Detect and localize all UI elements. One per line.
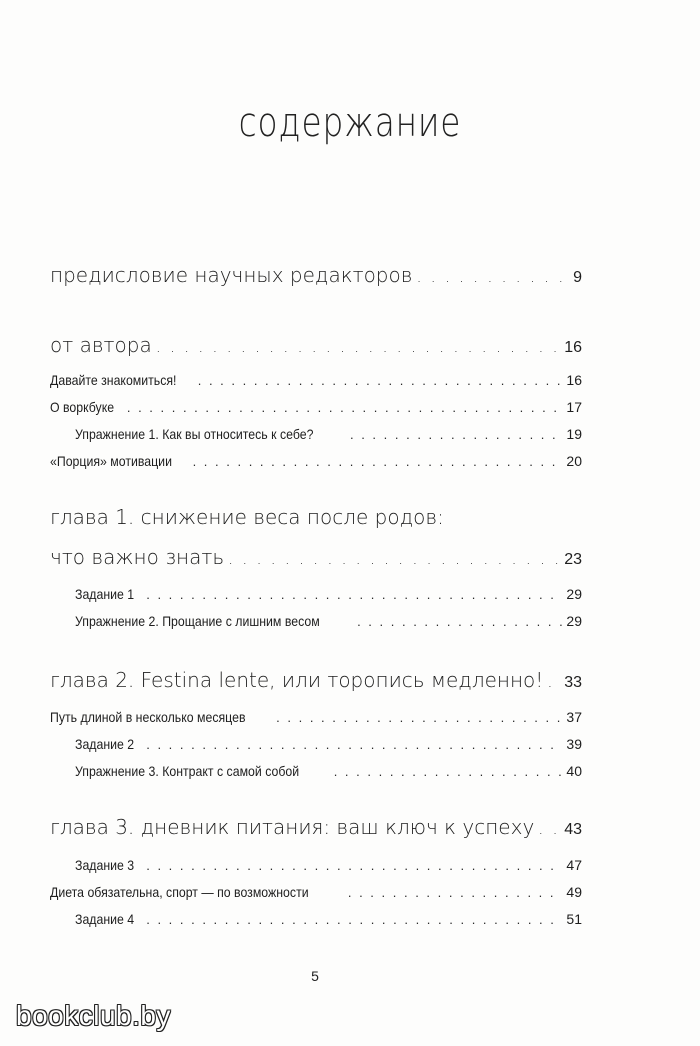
toc-label: Задание 1 (75, 586, 135, 602)
toc-page-number: 43 (564, 821, 582, 838)
dot-leader (156, 337, 560, 356)
toc-label: от автора (50, 333, 152, 357)
toc-page-number: 29 (566, 586, 582, 602)
dot-leader (416, 267, 569, 286)
toc-chapter-1[interactable] (50, 545, 582, 569)
site-watermark: bookclub.by (16, 1000, 171, 1031)
toc-label: предисловие научных редакторов (50, 263, 413, 287)
toc-label: О воркбуке (50, 399, 115, 415)
toc-entry[interactable] (75, 857, 582, 873)
toc-entry[interactable] (50, 399, 582, 415)
toc-page-number: 39 (566, 736, 582, 752)
toc-entry[interactable] (75, 426, 582, 442)
toc-page-number: 40 (566, 763, 582, 779)
dot-leader (538, 819, 560, 838)
dot-leader (127, 400, 563, 415)
toc-label: глава 3. дневник питания: ваш ключ к успеху (50, 815, 535, 839)
toc-chapter-author[interactable] (50, 333, 582, 357)
toc-page-number: 19 (566, 426, 582, 442)
dot-leader (146, 858, 562, 873)
dot-leader (547, 672, 560, 691)
toc-page-number: 51 (566, 911, 582, 927)
toc-label: Задание 4 (75, 911, 135, 927)
toc-label: Упражнение 1. Как вы относитесь к себе? (75, 426, 314, 442)
toc-entry[interactable] (75, 736, 582, 752)
toc-label: Задание 3 (75, 857, 135, 873)
toc-label: Упражнение 2. Прощание с лишним весом (75, 613, 320, 629)
dot-leader (146, 737, 562, 752)
toc-entry[interactable] (50, 453, 582, 469)
page-number: 5 (311, 968, 319, 984)
toc-label: Давайте знакомиться! (50, 372, 177, 388)
toc-label: Задание 2 (75, 736, 135, 752)
toc-page-number: 16 (564, 339, 582, 356)
toc-page-number: 23 (564, 551, 582, 568)
dot-leader (193, 454, 563, 469)
toc-entry[interactable] (75, 911, 582, 927)
dot-leader (146, 587, 562, 602)
toc-entry[interactable] (50, 884, 582, 900)
toc-label: что важно знать (50, 545, 225, 569)
toc-entry[interactable] (50, 372, 582, 388)
toc-page-number: 47 (566, 857, 582, 873)
dot-leader (348, 885, 563, 900)
dot-leader (357, 614, 562, 629)
toc-page-number: 49 (566, 884, 582, 900)
toc-chapter-preface[interactable] (50, 263, 582, 287)
toc-label: Упражнение 3. Контракт с самой собой (75, 763, 300, 779)
page-title: содержание (238, 100, 462, 146)
toc-chapter-2[interactable] (50, 668, 582, 692)
toc-label: Диета обязательна, спорт — по возможности (50, 884, 309, 900)
toc-page-number: 29 (566, 613, 582, 629)
toc-page-number: 17 (566, 399, 582, 415)
toc-chapter-1-line1: глава 1. снижение веса после родов: (50, 505, 444, 529)
toc-label: глава 2. Festina lente, или торопись медленно! (50, 668, 544, 692)
toc-entry[interactable] (75, 586, 582, 602)
toc-page-number: 9 (573, 269, 582, 286)
toc-page-number: 16 (566, 372, 582, 388)
toc-entry[interactable] (75, 763, 582, 779)
toc-entry[interactable] (75, 613, 582, 629)
toc-label: Путь длиной в несколько месяцев (50, 709, 246, 725)
toc-chapter-3[interactable] (50, 815, 582, 839)
dot-leader (334, 764, 563, 779)
dot-leader (276, 710, 562, 725)
toc-label: «Порция» мотивации (50, 453, 172, 469)
dot-leader (146, 912, 562, 927)
dot-leader (350, 427, 562, 442)
toc-page-number: 37 (566, 709, 582, 725)
toc-entry[interactable] (50, 709, 582, 725)
dot-leader (198, 373, 563, 388)
toc-page-number: 33 (564, 674, 582, 691)
dot-leader (228, 549, 560, 568)
toc-page-number: 20 (566, 453, 582, 469)
